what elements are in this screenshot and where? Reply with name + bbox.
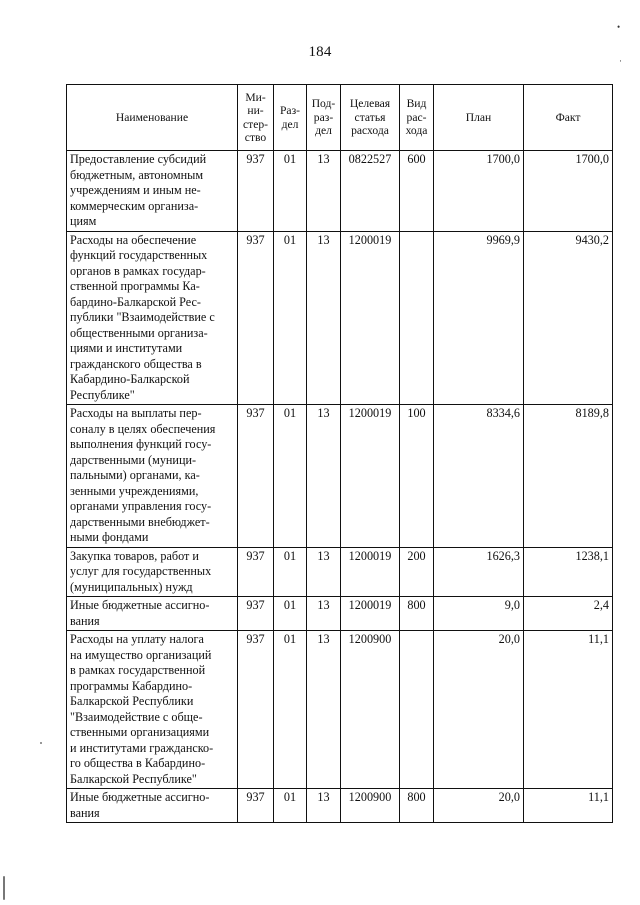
- table-row: [67, 405, 613, 548]
- row-ministry: 937: [238, 547, 274, 597]
- table-row: [67, 547, 613, 597]
- table-row: [67, 597, 613, 631]
- row-ministry: 937: [238, 631, 274, 789]
- page-number: 184: [308, 44, 332, 60]
- row-plan: 1626,3: [434, 547, 524, 597]
- header-subsection: Под- раз- дел: [307, 85, 341, 151]
- scan-speck: [3, 876, 5, 900]
- row-plan: 1700,0: [434, 151, 524, 232]
- row-ministry: 937: [238, 231, 274, 405]
- header-expense-type: Вид рас- хода: [400, 85, 434, 151]
- table-row: [67, 789, 613, 823]
- header-target-article: Целевая статья расхода: [341, 85, 400, 151]
- row-target: 1200019: [341, 597, 400, 631]
- header-name: Наименование: [67, 85, 238, 151]
- table-row: [67, 151, 613, 232]
- row-expense-type: 600: [400, 151, 434, 232]
- table-row: [67, 231, 613, 405]
- table-header-row: [67, 85, 613, 151]
- row-fact: 1238,1: [524, 547, 613, 597]
- row-section: 01: [274, 151, 307, 232]
- header-ministry: Ми- ни- стер- ство: [238, 85, 274, 151]
- row-target: 1200019: [341, 547, 400, 597]
- row-ministry: 937: [238, 151, 274, 232]
- row-name: Иные бюджетные ассигно- вания: [67, 597, 238, 631]
- row-expense-type: 800: [400, 597, 434, 631]
- row-plan: 8334,6: [434, 405, 524, 548]
- row-fact: 1700,0: [524, 151, 613, 232]
- row-section: 01: [274, 597, 307, 631]
- row-expense-type: [400, 231, 434, 405]
- header-fact: Факт: [524, 85, 613, 151]
- table-row: [67, 631, 613, 789]
- row-subsection: 13: [307, 151, 341, 232]
- scan-speck: [40, 742, 42, 744]
- row-ministry: 937: [238, 789, 274, 823]
- scan-mark: •: [617, 22, 621, 32]
- row-name: Закупка товаров, работ и услуг для государственных (муниципальных) нужд: [67, 547, 238, 597]
- row-subsection: 13: [307, 547, 341, 597]
- scan-mark: ·: [619, 56, 622, 66]
- row-subsection: 13: [307, 631, 341, 789]
- row-expense-type: 800: [400, 789, 434, 823]
- row-target: 0822527: [341, 151, 400, 232]
- row-section: 01: [274, 789, 307, 823]
- budget-table: [66, 84, 613, 823]
- row-name: Расходы на уплату налога на имущество организаций в рамках государственной программы Кабардино- Балкарской Республики "Взаимодействие с обще- ственными организациями и институтами гражданско- го общества в Кабардино- Балкарской Республике": [67, 631, 238, 789]
- row-target: 1200019: [341, 405, 400, 548]
- row-name: Расходы на выплаты пер- соналу в целях обеспечения выполнения функций госу- дарственными (муници- пальными) органами, ка- зенными учреждениями, органами управления госу- дарственными внебюджет- ными фондами: [67, 405, 238, 548]
- row-section: 01: [274, 631, 307, 789]
- row-expense-type: 100: [400, 405, 434, 548]
- row-plan: 9,0: [434, 597, 524, 631]
- row-expense-type: 200: [400, 547, 434, 597]
- row-plan: 9969,9: [434, 231, 524, 405]
- row-expense-type: [400, 631, 434, 789]
- row-plan: 20,0: [434, 631, 524, 789]
- row-target: 1200900: [341, 631, 400, 789]
- row-name: Иные бюджетные ассигно- вания: [67, 789, 238, 823]
- row-section: 01: [274, 405, 307, 548]
- row-fact: 9430,2: [524, 231, 613, 405]
- row-subsection: 13: [307, 405, 341, 548]
- header-plan: План: [434, 85, 524, 151]
- row-subsection: 13: [307, 789, 341, 823]
- row-fact: 2,4: [524, 597, 613, 631]
- header-section: Раз- дел: [274, 85, 307, 151]
- row-subsection: 13: [307, 231, 341, 405]
- row-name: Предоставление субсидий бюджетным, автономным учреждениям и иным не- коммерческим организа- циям: [67, 151, 238, 232]
- row-ministry: 937: [238, 405, 274, 548]
- row-fact: 11,1: [524, 789, 613, 823]
- row-section: 01: [274, 547, 307, 597]
- row-name: Расходы на обеспечение функций государственных органов в рамках государ- ственной программы Ка- бардино-Балкарской Рес- публики "Взаимодействие с общественными организа- циями и институтами гражданского общества в Кабардино-Балкарской Республике": [67, 231, 238, 405]
- row-ministry: 937: [238, 597, 274, 631]
- row-subsection: 13: [307, 597, 341, 631]
- row-plan: 20,0: [434, 789, 524, 823]
- row-target: 1200900: [341, 789, 400, 823]
- row-target: 1200019: [341, 231, 400, 405]
- row-section: 01: [274, 231, 307, 405]
- row-fact: 11,1: [524, 631, 613, 789]
- row-fact: 8189,8: [524, 405, 613, 548]
